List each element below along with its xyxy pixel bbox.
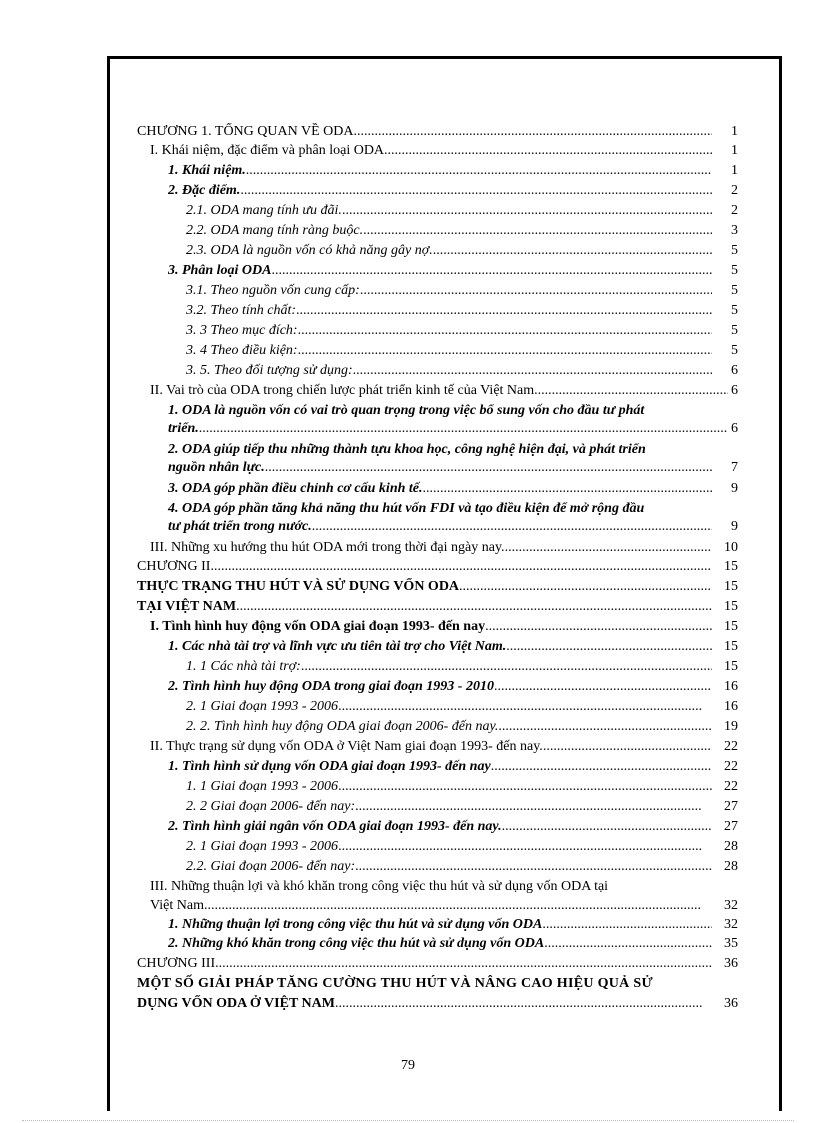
dot-leader [355, 858, 712, 875]
toc-entry-title: CHƯƠNG III [137, 956, 216, 971]
toc-entry-title: I. Khái niệm, đặc điểm và phân loại ODA. [150, 143, 388, 158]
toc-entry-page: 5 [731, 243, 738, 258]
toc-entry-title: CHƯƠNG 1. TỔNG QUAN VỀ ODA [137, 124, 354, 139]
toc-entry-title-line1: 2. ODA giúp tiếp thu những thành tựu khoa học, công nghệ hiện đại, và phát triển [168, 442, 646, 457]
dot-leader [353, 123, 712, 140]
toc-entry-title-line1: 4. ODA góp phần tăng khả năng thu hút vốn FDI và tạo điều kiện để mở rộng đầu [168, 501, 645, 516]
dot-leader [199, 420, 728, 437]
toc-entry-title: 1. Các nhà tài trợ và lĩnh vực ưu tiên tài trợ cho Việt Nam. [168, 639, 507, 654]
toc-entry-title-line1: III. Những thuận lợi và khó khăn trong công việc thu hút và sử dụng vốn ODA tại [150, 879, 609, 894]
toc-entry-page: 7 [731, 460, 738, 475]
toc-entry[interactable] [0, 995, 816, 1012]
toc-entry-title: III. Những xu hướng thu hút ODA mới trong thời đại ngày nay. [150, 540, 505, 555]
toc-entry[interactable] [0, 916, 816, 933]
toc-entry-page: 5 [731, 343, 738, 358]
toc-entry-title: 2.3. ODA là nguồn vốn có khả năng gây nợ. [186, 243, 433, 258]
dot-leader [246, 162, 712, 179]
toc-entry[interactable] [0, 738, 816, 755]
toc-entry[interactable] [0, 342, 816, 359]
toc-entry[interactable] [0, 718, 816, 735]
dot-leader [353, 362, 712, 379]
dot-leader [207, 897, 702, 914]
toc-entry-page: 6 [731, 383, 738, 398]
dot-leader [271, 262, 712, 279]
toc-entry-page: 2 [731, 203, 738, 218]
toc-entry[interactable] [0, 182, 816, 199]
toc-entry-title: 2. Những khó khăn trong công việc thu hút và sử dụng vốn ODA [168, 936, 545, 951]
toc-entry-page: 6 [731, 421, 738, 436]
toc-entry-page: 15 [724, 599, 738, 614]
toc-entry-title: 3. 4 Theo điều kiện: [186, 343, 298, 358]
toc-entry-page: 15 [724, 659, 738, 674]
toc-entry-page: 19 [724, 719, 738, 734]
toc-entry-title: CHƯƠNG II [137, 559, 211, 574]
toc-entry[interactable] [0, 778, 816, 795]
toc-entry-title: 1. Những thuận lợi trong công việc thu hút và sử dụng vốn ODA [168, 917, 543, 932]
dot-leader [388, 142, 712, 159]
toc-entry[interactable] [0, 598, 816, 615]
toc-entry-page: 36 [724, 956, 738, 971]
dot-leader [338, 838, 702, 855]
toc-entry-title: 1. Tình hình sử dụng vốn ODA giai đoạn 1993- đến nay [168, 759, 491, 774]
toc-entry-title: 2.1. ODA mang tính ưu đãi. [186, 203, 342, 218]
toc-entry-title: 1. 1 Các nhà tài trợ: [186, 659, 301, 674]
toc-entry[interactable] [0, 202, 816, 219]
toc-entry-page: 5 [731, 263, 738, 278]
toc-entry-title: tư phát triển trong nước. [168, 519, 312, 534]
dot-leader [265, 459, 712, 476]
toc-entry-title: 2. Đặc điểm. [168, 183, 241, 198]
dot-leader [506, 638, 712, 655]
toc-entry-title: II. Thực trạng sử dụng vốn ODA ở Việt Nam giai đoạn 1993- đến nay. [150, 739, 543, 754]
dot-leader [298, 342, 712, 359]
toc-entry[interactable] [0, 322, 816, 339]
dot-leader [363, 222, 712, 239]
toc-entry[interactable] [0, 678, 816, 695]
dot-leader [215, 955, 712, 972]
toc-entry-title: 2.2. Giai đoạn 2006- đến nay: [186, 859, 356, 874]
dot-leader [543, 738, 712, 755]
toc-entry[interactable] [0, 539, 816, 556]
toc-entry[interactable] [0, 578, 816, 595]
toc-entry-title: I. Tình hình huy động vốn ODA giai đoạn 1993- đến nay [150, 619, 486, 634]
toc-entry-title: II. Vai trò của ODA trong chiến lược phát triển kinh tế của Việt Nam. [150, 383, 538, 398]
toc-entry-page: 9 [731, 481, 738, 496]
toc-entry-page: 1 [731, 163, 738, 178]
toc-entry-title: 3. Phân loại ODA [168, 263, 272, 278]
toc-entry[interactable] [0, 638, 816, 655]
toc-entry[interactable] [0, 142, 816, 159]
toc-entry-page: 16 [724, 679, 738, 694]
dot-leader [355, 798, 702, 815]
toc-entry-page: 32 [724, 917, 738, 932]
toc-entry-title-line1: 1. ODA là nguồn vốn có vai trò quan trọng trong việc bổ sung vốn cho đầu tư phát [168, 403, 645, 418]
toc-entry-title: triển. [168, 421, 199, 436]
toc-entry[interactable] [0, 262, 816, 279]
toc-entry[interactable] [0, 242, 816, 259]
toc-entry[interactable] [0, 459, 816, 476]
toc-entry-page: 10 [724, 540, 738, 555]
toc-entry-page: 27 [724, 799, 738, 814]
dot-leader [538, 382, 728, 399]
toc-entry-page: 5 [731, 323, 738, 338]
toc-entry[interactable] [0, 658, 816, 675]
toc-entry-title: 1. Khái niệm. [168, 163, 246, 178]
page-number: 79 [401, 1058, 415, 1073]
toc-entry-title: 3.1. Theo nguồn vốn cung cấp: [186, 283, 360, 298]
dot-leader [542, 916, 712, 933]
toc-entry-title: DỤNG VỐN ODA Ở VIỆT NAM [137, 996, 335, 1011]
dot-leader [544, 935, 712, 952]
toc-entry[interactable] [0, 698, 816, 715]
toc-entry[interactable] [0, 362, 816, 379]
toc-entry-page: 22 [724, 759, 738, 774]
toc-entry-title: 2. 2. Tình hình huy động ODA giai đoạn 2006- đến nay. [186, 719, 499, 734]
page-bottom-divider [22, 1120, 794, 1121]
toc-entry-page: 22 [724, 779, 738, 794]
toc-entry[interactable] [0, 838, 816, 855]
toc-entry-title: 2. Tình hình huy động ODA trong giai đoạn 1993 - 2010 [168, 679, 494, 694]
dot-leader [240, 182, 712, 199]
toc-entry[interactable] [0, 420, 816, 437]
toc-entry[interactable] [0, 222, 816, 239]
dot-leader [296, 302, 712, 319]
toc-entry-page: 36 [724, 996, 738, 1011]
toc-entry-page: 6 [731, 363, 738, 378]
toc-entry[interactable] [0, 858, 816, 875]
toc-entry[interactable] [0, 518, 816, 535]
toc-entry[interactable] [0, 123, 816, 140]
dot-leader [312, 518, 712, 535]
toc-entry-title: 3. 3 Theo mục đích: [186, 323, 298, 338]
toc-entry-title: 2. Tình hình giải ngân vốn ODA giai đoạn 1993- đến nay. [168, 819, 502, 834]
toc-entry-page: 3 [731, 223, 738, 238]
toc-entry-title: 3. 5. Theo đối tượng sử dụng: [186, 363, 353, 378]
toc-entry[interactable] [0, 798, 816, 815]
toc-entry-page: 5 [731, 283, 738, 298]
toc-entry[interactable] [0, 818, 816, 835]
toc-entry-title: 2.2. ODA mang tính ràng buộc. [186, 223, 364, 238]
toc-entry-page: 27 [724, 819, 738, 834]
toc-entry[interactable] [0, 162, 816, 179]
toc-entry[interactable] [0, 935, 816, 952]
toc-entry-title: 3. ODA góp phần điều chỉnh cơ cấu kinh tế. [168, 481, 423, 496]
toc-entry[interactable] [0, 558, 816, 575]
toc-entry[interactable] [0, 480, 816, 497]
toc-entry-page: 15 [724, 619, 738, 634]
toc-entry-page: 28 [724, 859, 738, 874]
toc-entry[interactable] [0, 302, 816, 319]
toc-entry-title: THỰC TRẠNG THU HÚT VÀ SỬ DỤNG VỐN ODA [137, 579, 460, 594]
dot-leader [236, 598, 712, 615]
dot-leader [433, 242, 712, 259]
dot-leader [491, 758, 712, 775]
toc-entry-title: 2. 1 Giai đoạn 1993 - 2006 [186, 839, 339, 854]
toc-entry-page: 1 [731, 124, 738, 139]
toc-entry-page: 35 [724, 936, 738, 951]
dot-leader [335, 995, 702, 1012]
dot-leader [338, 778, 712, 795]
dot-leader [338, 698, 702, 715]
toc-entry-title: 2. 1 Giai đoạn 1993 - 2006 [186, 699, 339, 714]
toc-entry-page: 15 [724, 579, 738, 594]
toc-entry-title: nguồn nhân lực. [168, 460, 265, 475]
dot-leader [502, 818, 712, 835]
toc-entry[interactable] [0, 897, 816, 914]
dot-leader [298, 322, 712, 339]
toc-entry-title: Việt Nam. [150, 898, 208, 913]
toc-entry-page: 22 [724, 739, 738, 754]
toc-entry-title: TẠI VIỆT NAM [137, 599, 237, 614]
toc-entry-page: 28 [724, 839, 738, 854]
toc-entry-page: 9 [731, 519, 738, 534]
toc-entry-title: 1. 1 Giai đoạn 1993 - 2006 [186, 779, 339, 794]
dot-leader [342, 202, 712, 219]
toc-entry-title: 2. 2 Giai đoạn 2006- đến nay: [186, 799, 356, 814]
dot-leader [498, 718, 712, 735]
toc-entry[interactable] [0, 758, 816, 775]
toc-entry-title: 3.2. Theo tính chất: [186, 303, 297, 318]
toc-entry-page: 1 [731, 143, 738, 158]
dot-leader [360, 282, 712, 299]
toc-entry-page: 15 [724, 639, 738, 654]
toc-entry-page: 5 [731, 303, 738, 318]
toc-entry-title-line1: MỘT SỐ GIẢI PHÁP TĂNG CƯỜNG THU HÚT VÀ NÂNG CAO HIỆU QUẢ SỬ [137, 976, 653, 991]
toc-entry-page: 16 [724, 699, 738, 714]
dot-leader [485, 618, 712, 635]
dot-leader [423, 480, 712, 497]
dot-leader [505, 539, 712, 556]
dot-leader [301, 658, 712, 675]
toc-entry-page: 32 [724, 898, 738, 913]
toc-entry[interactable] [0, 382, 816, 399]
toc-entry[interactable] [0, 282, 816, 299]
toc-entry-page: 2 [731, 183, 738, 198]
toc-entry[interactable] [0, 618, 816, 635]
toc-entry[interactable] [0, 955, 816, 972]
dot-leader [210, 558, 712, 575]
toc-entry-page: 15 [724, 559, 738, 574]
dot-leader [494, 678, 712, 695]
dot-leader [459, 578, 712, 595]
